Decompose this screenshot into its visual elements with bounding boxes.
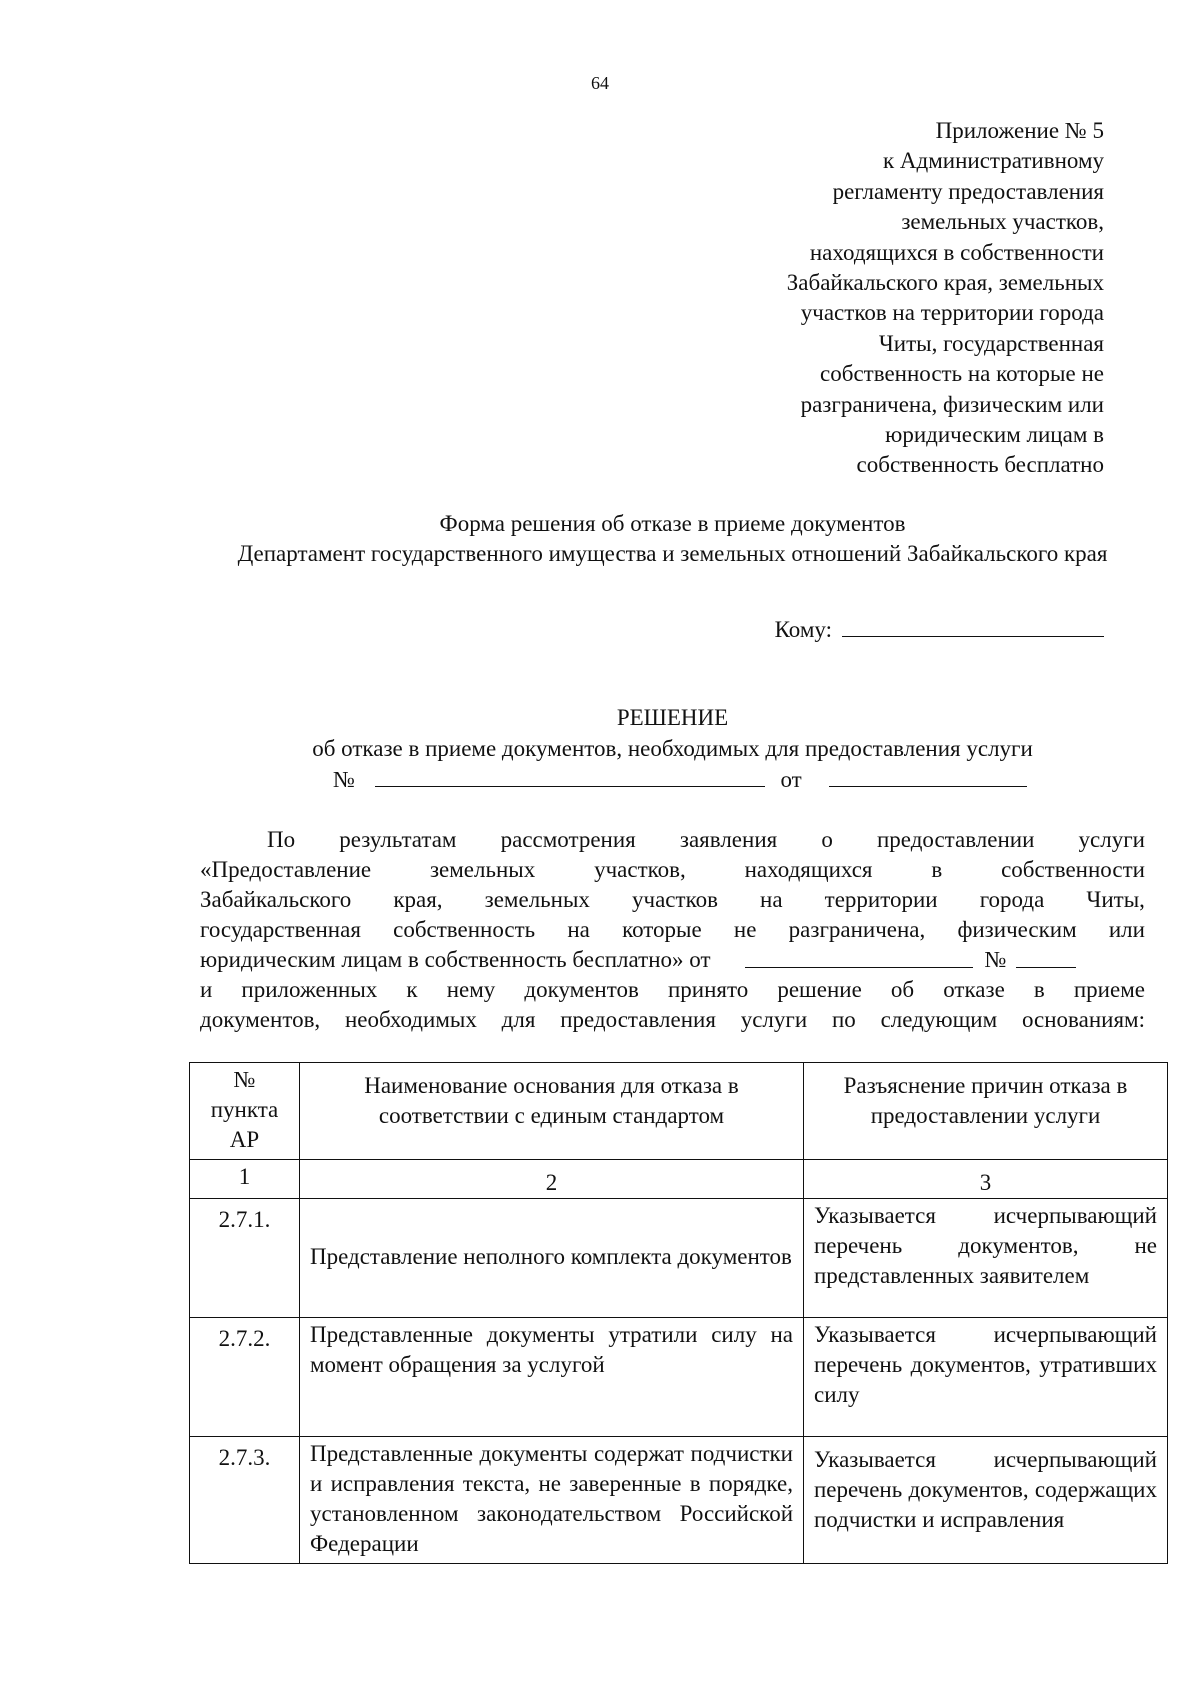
decision-number-row (333, 764, 1027, 795)
decision-subtitle: об отказе в приеме документов, необходимых для предоставления услуги (312, 736, 1033, 761)
table-row (190, 1199, 1168, 1318)
appendix-line: Забайкальского края, земельных (786, 270, 1104, 296)
appendix-line: находящихся в собственности (809, 239, 1104, 265)
form-title: Форма решения об отказе в приеме документов (439, 511, 906, 536)
body-line (200, 825, 1145, 855)
appendix-block (704, 116, 1104, 481)
row-ground: Представленные документы содержат подчистки и исправления текста, не заверенные в порядке, установленном законодательством Российской Федерации (300, 1437, 804, 1564)
row-explanation: Указывается исчерпывающий перечень документов, не представленных заявителем (804, 1199, 1168, 1318)
row-explanation: Указывается исчерпывающий перечень документов, содержащих подчистки и исправления (804, 1437, 1168, 1564)
body-line-text: документов, необходимых для предоставления услуги по следующим основаниям: (200, 1007, 1145, 1032)
appendix-line: юридическим лицам в (885, 422, 1104, 448)
table-row (190, 1318, 1168, 1437)
body-line-text: юридическим лицам в собственность бесплатно» от (200, 947, 711, 972)
appendix-line: земельных участков, (901, 209, 1104, 235)
row-item-number: 2.7.3. (190, 1437, 300, 1564)
appendix-line: Читы, государственная (878, 330, 1104, 356)
refusal-grounds-table (189, 1062, 1168, 1564)
application-date-blank[interactable] (745, 945, 973, 968)
date-label: от (780, 767, 802, 792)
appendix-line: разграничена, физическим или (800, 391, 1104, 417)
appendix-line: собственность на которые не (820, 361, 1104, 387)
recipient-label: Кому: (774, 617, 832, 642)
col-number: 2 (300, 1160, 804, 1199)
table-header-row (190, 1063, 1168, 1160)
body-line (200, 885, 1145, 915)
body-line (200, 855, 1145, 885)
body-line-text: Забайкальского края, земельных участков на территории города Читы, (200, 887, 1145, 912)
decision-title: РЕШЕНИЕ (616, 705, 729, 730)
body-line (200, 975, 1145, 1005)
row-explanation: Указывается исчерпывающий перечень документов, утративших силу (804, 1318, 1168, 1437)
body-line (200, 915, 1145, 945)
col-number: 3 (804, 1160, 1168, 1199)
body-line-text: По результатам рассмотрения заявления о предоставлении услуги (267, 827, 1145, 852)
table-col-number-row (190, 1160, 1168, 1199)
decision-body (200, 825, 1145, 1035)
header-ground: Наименование основания для отказа в соответствии с единым стандартом (300, 1063, 804, 1160)
body-line (200, 1005, 1145, 1035)
appendix-line: участков на территории города (800, 300, 1104, 326)
row-ground: Представление неполного комплекта документов (300, 1199, 804, 1318)
recipient-blank[interactable] (842, 614, 1104, 637)
number-label: № (333, 767, 355, 792)
row-item-number: 2.7.2. (190, 1318, 300, 1437)
appendix-line: к Административному (882, 148, 1104, 174)
decision-date-blank[interactable] (829, 764, 1027, 787)
body-line (200, 945, 1145, 975)
body-line-text: государственная собственность на которые не разграничена, физическим или (200, 917, 1145, 942)
body-line-text: и приложенных к нему документов принято решение об отказе в приеме (200, 977, 1145, 1002)
appendix-line: собственность бесплатно (856, 452, 1104, 478)
col-number: 1 (190, 1160, 300, 1199)
row-ground: Представленные документы утратили силу на момент обращения за услугой (300, 1318, 804, 1437)
appendix-line: Приложение № 5 (935, 118, 1104, 143)
row-item-number: 2.7.1. (190, 1199, 300, 1318)
header-explanation: Разъяснение причин отказа в предоставлении услуги (804, 1063, 1168, 1160)
decision-number-blank[interactable] (375, 764, 765, 787)
application-number-label: № (984, 947, 1007, 972)
header-item-number: № пункта АР (190, 1063, 300, 1160)
application-number-blank[interactable] (1016, 945, 1076, 968)
body-line-text: «Предоставление земельных участков, находящихся в собственности (200, 857, 1145, 882)
recipient-field (775, 614, 1104, 645)
department-name: Департамент государственного имущества и земельных отношений Забайкальского края (237, 541, 1108, 566)
table-row (190, 1437, 1168, 1564)
appendix-line: регламенту предоставления (832, 178, 1104, 204)
page-number: 64 (591, 73, 609, 93)
